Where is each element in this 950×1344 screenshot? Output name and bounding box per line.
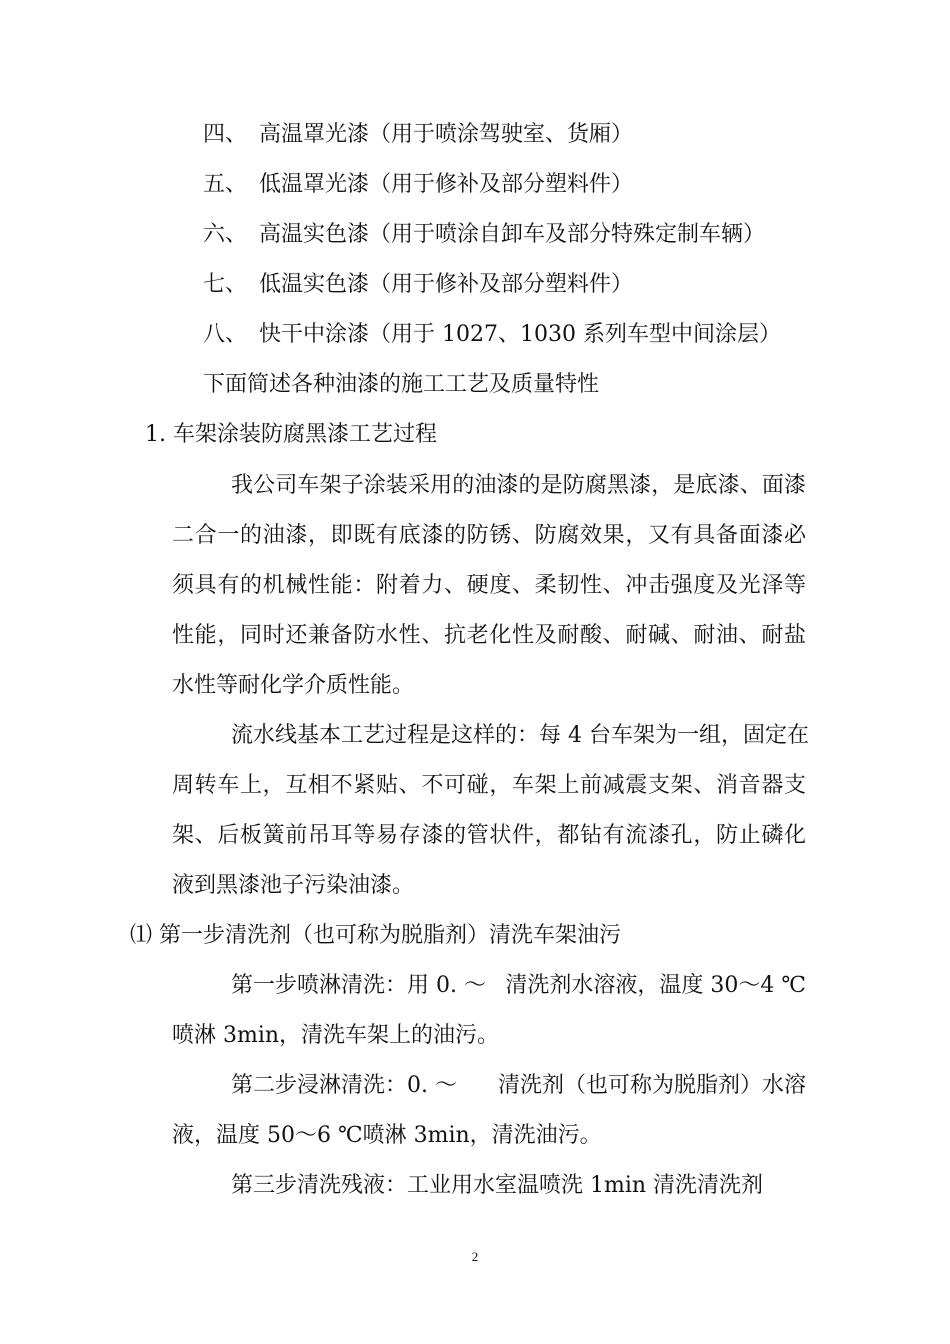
paragraph-line: 架、后板簧前吊耳等易存漆的管状件，都钻有流漆孔，防止磷化: [172, 823, 806, 848]
spray-part2: 清洗剂水溶液，温度 30～4 ℃: [505, 973, 806, 998]
page-number: 2: [471, 1249, 479, 1264]
list-text: 低温实色漆（用于修补及部分塑料件）: [259, 272, 634, 297]
paragraph-line: 第三步清洗残液：工业用水室温喷洗 1min 清洗清洗剂: [231, 1173, 764, 1198]
list-item: [203, 270, 633, 300]
intro-text: 下面简述各种油漆的施工工艺及质量特性: [203, 372, 600, 397]
step-heading: ⑴ 第一步清洗剂（也可称为脱脂剂）清洗车架油污: [130, 923, 621, 948]
spray-part1: 第一步喷淋清洗：用 0. ～: [231, 973, 486, 998]
paragraph-line: 水性等耐化学介质性能。: [172, 673, 415, 698]
list-item: [203, 220, 765, 250]
paragraph-line: 性能，同时还兼备防水性、抗老化性及耐酸、耐碱、耐油、耐盐: [172, 623, 806, 648]
list-text: 快干中涂漆（用于 1027、1030 系列车型中间涂层）: [259, 322, 781, 347]
list-text: 高温实色漆（用于喷涂自卸车及部分特殊定制车辆）: [259, 222, 766, 247]
paragraph-line: 液，温度 50～6 ℃喷淋 3min，清洗油污。: [172, 1123, 602, 1148]
list-item: [203, 120, 633, 150]
list-marker: 七、: [203, 272, 248, 297]
list-marker: 四、: [203, 122, 248, 147]
list-item: [203, 170, 633, 200]
paragraph-line: [231, 1071, 806, 1101]
paragraph-line: 周转车上，互相不紧贴、不可碰，车架上前减震支架、消音器支: [172, 773, 806, 798]
list-text: 低温罩光漆（用于修补及部分塑料件）: [259, 172, 634, 197]
section-heading: 1. 车架涂装防腐黑漆工艺过程: [145, 422, 437, 447]
dip-part2: 清洗剂（也可称为脱脂剂）水溶: [497, 1073, 806, 1098]
paragraph-line: 我公司车架子涂装采用的油漆的是防腐黑漆，是底漆、面漆: [231, 473, 806, 498]
list-marker: 六、: [203, 222, 248, 247]
dip-part1: 第二步浸淋清洗：0. ～: [231, 1073, 457, 1098]
list-marker: 八、: [203, 322, 248, 347]
paragraph-line: [231, 971, 806, 1001]
paragraph-line: 喷淋 3min，清洗车架上的油污。: [172, 1023, 500, 1048]
list-marker: 五、: [203, 172, 248, 197]
list-item: [203, 320, 781, 350]
paragraph-line: 液到黑漆池子污染油漆。: [172, 873, 415, 898]
paragraph-line: 须具有的机械性能：附着力、硬度、柔韧性、冲击强度及光泽等: [172, 573, 806, 598]
paragraph-line: 流水线基本工艺过程是这样的：每 4 台车架为一组，固定在: [231, 723, 809, 748]
paragraph-line: 二合一的油漆，即既有底漆的防锈、防腐效果，又有具备面漆必: [172, 523, 806, 548]
list-text: 高温罩光漆（用于喷涂驾驶室、货厢）: [259, 122, 634, 147]
